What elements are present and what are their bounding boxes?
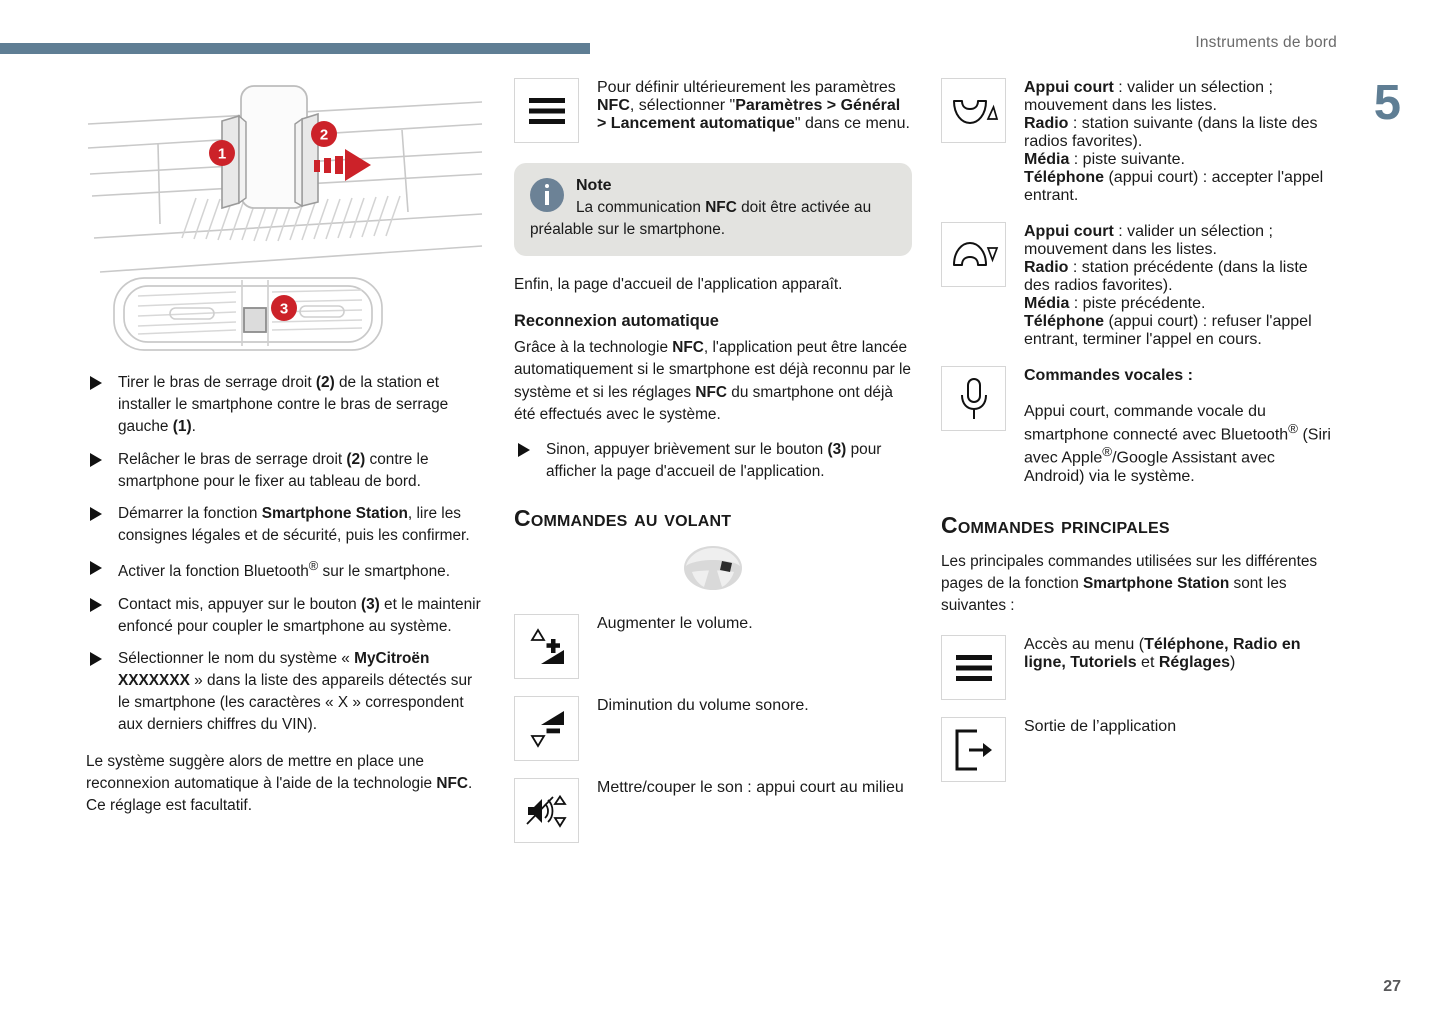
bullet-triangle-icon [90, 453, 102, 467]
phone-pickup-text: Appui court : valider un sélection ; mouvement dans les listes. Radio : station suivante (dans la liste des radios favorites). Média : piste suivante. Téléphone (appui court) : accepter l'appel entrant. [1024, 79, 1324, 204]
bullet-triangle-icon [90, 561, 102, 575]
exit-app-text: Sortie de l’application [1024, 718, 1177, 736]
page-header-title: Instruments de bord [1195, 34, 1337, 51]
list-item-text: Relâcher le bras de serrage droit (2) contre le smartphone pour le fixer au tableau de bord. [118, 450, 429, 490]
page-number: 27 [1383, 978, 1401, 995]
list-item-text: Tirer le bras de serrage droit (2) de la station et installer le smartphone contre le bras de serrage gauche (1). [118, 374, 449, 436]
nfc-menu-text: Pour définir ultérieurement les paramètres NFC, sélectionner "Paramètres > Général > Lancement automatique" dans ce menu. [597, 79, 910, 132]
phone-hangup-down-icon [941, 222, 1006, 287]
main-controls-intro: Les principales commandes utilisées sur les différentes pages de la fonction Smartphone Station sont les suivantes : [941, 552, 1318, 614]
left-column [86, 78, 484, 830]
nfc-menu-row [514, 78, 912, 143]
list-item [86, 503, 484, 547]
list-item [86, 372, 484, 439]
voice-command-text: Commandes vocales : Appui court, commande vocale du smartphone connecté avec Bluetooth® (Siri avec Apple®/Google Assistant avec Android) via le système. [1024, 367, 1331, 485]
list-item-text: Activer la fonction Bluetooth® sur le smartphone. [118, 558, 450, 581]
phone-pickup-row [941, 78, 1331, 205]
note-title: Note [576, 177, 612, 194]
volume-down-text: Diminution du volume sonore. [597, 697, 809, 715]
note-body: La communication NFC doit être activée au préalable sur le smartphone. [530, 198, 872, 238]
left-closing-paragraph: Le système suggère alors de mettre en place une reconnexion automatique à l'aide de la technologie NFC. Ce réglage est facultatif. [86, 752, 473, 814]
exit-app-icon [941, 717, 1006, 782]
svg-text:3: 3 [279, 300, 289, 318]
volume-up-text: Augmenter le volume. [597, 615, 753, 633]
steering-wheel-icon [514, 544, 912, 592]
hamburger-menu-icon [941, 635, 1006, 700]
list-item [86, 557, 484, 583]
list-item [86, 449, 484, 493]
main-controls-heading: Commandes principales [941, 511, 1170, 538]
mute-icon [514, 778, 579, 843]
reconnection-paragraph: Grâce à la technologie NFC, l'application peut être lancée automatiquement si le smartphone est déjà reconnu par le système et si les réglages NFC du smartphone ont déjà été effectués avec le système. [514, 339, 911, 423]
list-item-text: Sélectionner le nom du système « MyCitroën XXXXXXX » dans la liste des appareils détectés sur le smartphone (les caractères « X » correspondent aux derniers chiffres du VIN). [118, 649, 473, 734]
list-item [86, 594, 484, 638]
bullet-triangle-icon [518, 443, 530, 457]
voice-command-row [941, 366, 1331, 486]
home-page-paragraph: Enfin, la page d'accueil de l'application apparaît. [514, 276, 843, 294]
info-icon [530, 178, 564, 212]
middle-column [514, 78, 912, 860]
volume-up-row [514, 614, 912, 679]
bullet-triangle-icon [90, 376, 102, 390]
menu-access-text: Accès au menu (Téléphone, Radio en ligne, Tutoriels et Réglages) [1024, 636, 1301, 672]
mute-row [514, 778, 912, 843]
list-item-text: Contact mis, appuyer sur le bouton (3) et le maintenir enfoncé pour coupler le smartphone au système. [118, 595, 481, 635]
chapter-number: 5 [1373, 76, 1401, 130]
right-column [941, 78, 1331, 799]
setup-steps-list [86, 372, 484, 737]
phone-pickup-up-icon [941, 78, 1006, 143]
bullet-triangle-icon [90, 598, 102, 612]
list-item [514, 439, 912, 483]
volume-down-row [514, 696, 912, 761]
svg-text:2: 2 [319, 126, 329, 144]
hamburger-menu-icon [514, 78, 579, 143]
microphone-icon [941, 366, 1006, 431]
note-box [514, 163, 912, 256]
list-item-text: Démarrer la fonction Smartphone Station, lire les consignes légales et de sécurité, puis les confirmer. [118, 504, 470, 545]
phone-hangup-text: Appui court : valider un sélection ; mouvement dans les listes. Radio : station précédente (dans la liste des radios favorites). Média : piste précédente. Téléphone (appui court) : refuser l'appel entrant, terminer l'appel en cours. [1024, 223, 1312, 348]
smartphone-station-illustration [86, 78, 484, 356]
header-accent-bar [0, 43, 590, 54]
bullet-triangle-icon [90, 507, 102, 521]
list-item-text: Sinon, appuyer brièvement sur le bouton (3) pour afficher la page d'accueil de l'application. [546, 441, 882, 481]
reconnection-bullet-list [514, 439, 912, 483]
steering-controls-heading: Commandes au volant [514, 505, 732, 532]
volume-down-icon [514, 696, 579, 761]
menu-access-row [941, 635, 1331, 700]
volume-up-icon [514, 614, 579, 679]
phone-hangup-row [941, 222, 1331, 349]
bullet-triangle-icon [90, 652, 102, 666]
exit-app-row [941, 717, 1331, 782]
svg-text:1: 1 [217, 145, 227, 163]
list-item [86, 648, 484, 737]
reconnection-subheading: Reconnexion automatique [514, 312, 719, 331]
mute-text: Mettre/couper le son : appui court au milieu [597, 779, 904, 797]
